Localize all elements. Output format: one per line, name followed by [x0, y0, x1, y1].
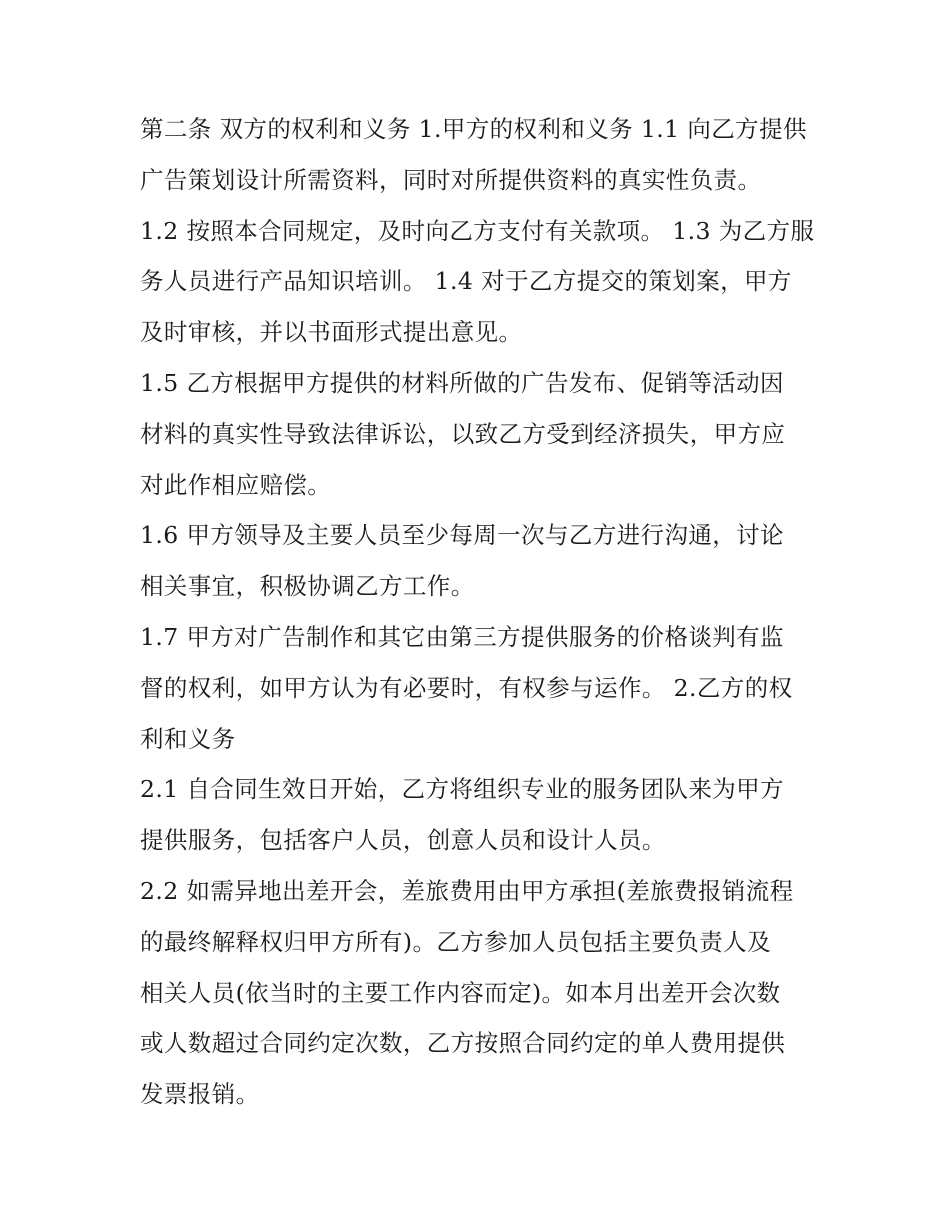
text-line: 1.7 甲方对广告制作和其它由第三方提供服务的价格谈判有监: [140, 622, 784, 651]
text-line: 相关人员(依当时的主要工作内容而定)。如本月出差开会次数: [140, 978, 781, 1007]
text-line: 或人数超过合同约定次数，乙方按照合同约定的单人费用提供: [140, 1029, 786, 1058]
text-line: 的最终解释权归甲方所有)。乙方参加人员包括主要负责人及: [140, 927, 771, 956]
text-line: 材料的真实性导致法律诉讼，以致乙方受到经济损失，甲方应: [140, 419, 786, 448]
text-line: 督的权利，如甲方认为有必要时，有权参与运作。 2.乙方的权: [140, 673, 793, 702]
text-line: 利和义务: [140, 724, 236, 753]
text-line: 提供服务，包括客户人员，创意人员和设计人员。: [140, 826, 666, 855]
text-line: 广告策划设计所需资料，同时对所提供资料的真实性负责。: [140, 165, 762, 194]
text-line: 2.1 自合同生效日开始，乙方将组织专业的服务团队来为甲方: [140, 775, 784, 804]
text-line: 1.6 甲方领导及主要人员至少每周一次与乙方进行沟通，讨论: [140, 521, 784, 550]
document-body: [140, 104, 820, 1120]
text-line: 相关事宜，积极协调乙方工作。: [140, 572, 475, 601]
text-line: 1.2 按照本合同规定，及时向乙方支付有关款项。 1.3 为乙方服: [140, 216, 815, 245]
text-line: 2.2 如需异地出差开会，差旅费用由甲方承担(差旅费报销流程: [140, 876, 794, 905]
text-line: 第二条 双方的权利和义务 1.甲方的权利和义务 1.1 向乙方提供: [140, 115, 807, 143]
text-line: 及时审核，并以书面形式提出意见。: [140, 318, 523, 347]
text-line: 务人员进行产品知识培训。 1.4 对于乙方提交的策划案，甲方: [140, 267, 792, 296]
text-line: 对此作相应赔偿。: [140, 470, 332, 499]
text-line: 1.5 乙方根据甲方提供的材料所做的广告发布、促销等活动因: [140, 368, 784, 397]
text-line: 发票报销。: [140, 1080, 260, 1109]
